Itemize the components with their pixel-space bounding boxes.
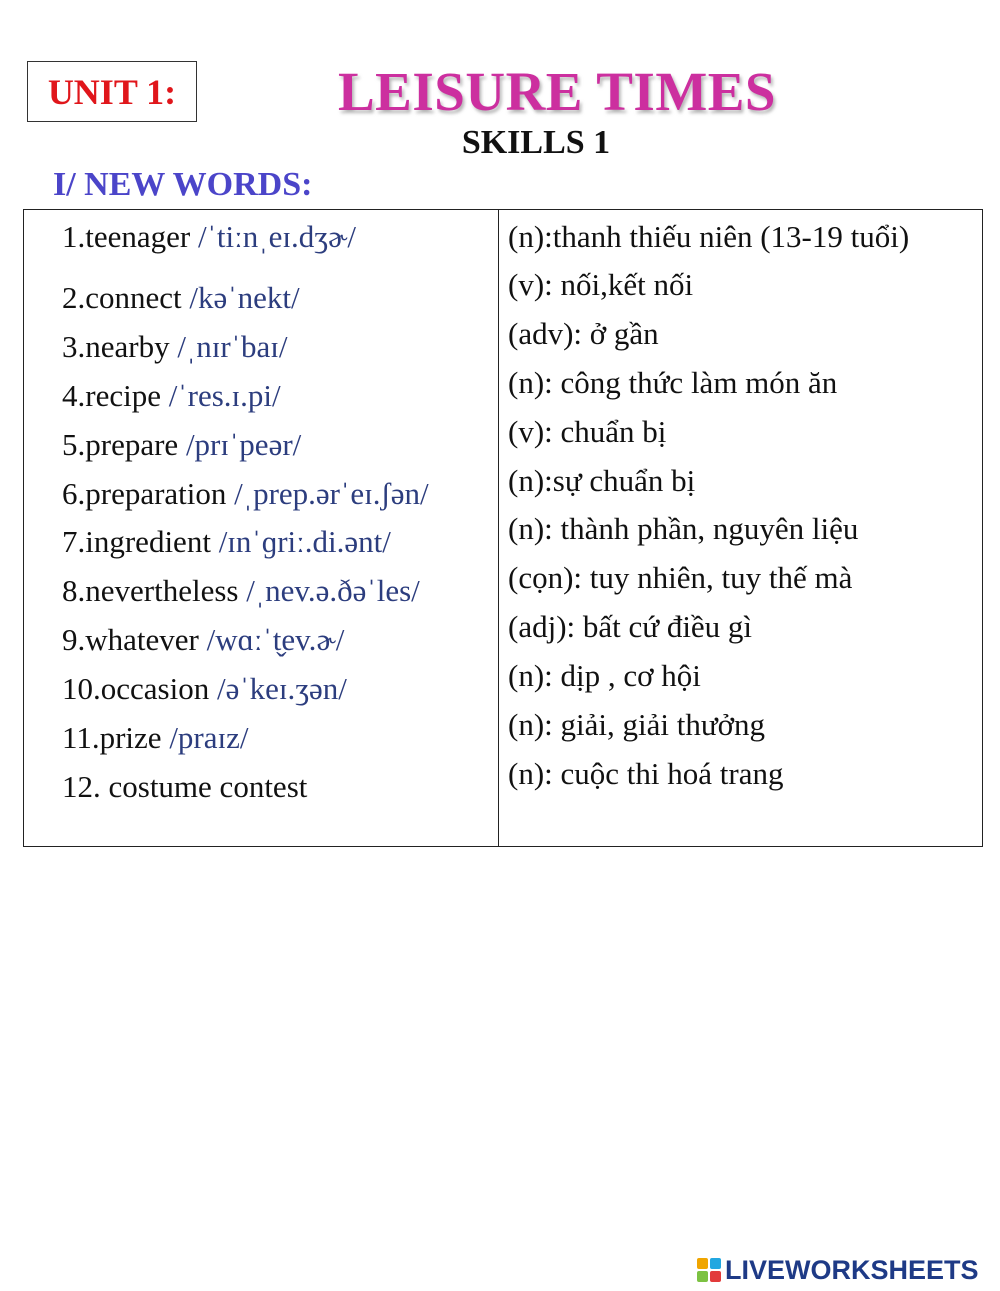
vocab-meaning: (n): cuộc thi hoá trang [508, 756, 784, 791]
vocab-phonetic: /prɪˈpeər/ [185, 427, 302, 462]
vocab-meaning: (cọn): tuy nhiên, tuy thế mà [508, 560, 853, 595]
logo-square [710, 1271, 721, 1282]
vocab-word: 9.whatever [62, 622, 207, 657]
vocab-phonetic: /wɑːˈt̬ev.ɚ/ [206, 622, 345, 657]
vocab-meaning: (n):thanh thiếu niên (13-19 tuổi) [508, 219, 910, 254]
unit-label: UNIT 1: [47, 71, 177, 112]
vocab-word: 12. costume contest [62, 769, 308, 804]
vocab-word-row [62, 720, 249, 756]
vocabulary-table [23, 209, 983, 847]
page-title: LEISURE TIMES [337, 61, 776, 122]
vocab-word: 6.preparation [62, 476, 235, 511]
vocab-word: 11.prize [62, 720, 170, 755]
vocab-word-row [62, 280, 300, 316]
vocab-phonetic: /praɪz/ [169, 720, 249, 755]
logo-mark-icon [697, 1258, 721, 1282]
logo-square [697, 1258, 708, 1269]
vocab-meaning: (n): thành phần, nguyên liệu [508, 511, 859, 546]
vocab-phonetic: /əˈkeɪ.ʒən/ [216, 671, 347, 706]
page-subtitle: SKILLS 1 [461, 124, 611, 161]
vocab-word: 7.ingredient [62, 524, 219, 559]
vocab-word: 1.teenager [62, 219, 198, 254]
vocab-phonetic: /ɪnˈɡriː.di.ənt/ [218, 524, 391, 559]
logo-square [710, 1258, 721, 1269]
vocab-meaning: (v): nối,kết nối [508, 267, 694, 302]
vocab-meaning: (adj): bất cứ điều gì [508, 609, 753, 644]
vocab-word-row [62, 573, 420, 609]
vocab-meaning: (v): chuẩn bị [508, 414, 667, 449]
column-divider [498, 210, 499, 846]
vocab-word-row [62, 671, 347, 707]
vocab-word-row [62, 378, 281, 414]
vocab-word-row [62, 769, 307, 805]
vocab-meaning: (adv): ở gần [508, 316, 659, 351]
liveworksheets-logo [697, 1255, 979, 1285]
vocab-word-row [62, 329, 288, 365]
vocab-phonetic: /ˈres.ɪ.pi/ [168, 378, 281, 413]
vocab-phonetic: /ˈtiːnˌeɪ.dʒɚ/ [197, 219, 357, 254]
vocab-word-row [62, 427, 301, 463]
vocab-phonetic: /ˌnɪrˈbaɪ/ [177, 329, 288, 364]
vocab-meaning: (n):sự chuẩn bị [508, 463, 696, 498]
vocab-phonetic: /ˌprep.ərˈeɪ.ʃən/ [234, 476, 429, 511]
unit-label-box [27, 61, 197, 122]
vocab-meaning: (n): công thức làm món ăn [508, 365, 838, 400]
vocab-word-row [62, 524, 391, 560]
vocab-word: 10.occasion [62, 671, 217, 706]
vocab-word: 5.prepare [62, 427, 186, 462]
vocab-phonetic: /ˌnev.ə.ðəˈles/ [246, 573, 420, 608]
vocab-word-row [62, 476, 429, 512]
vocab-word: 8.nevertheless [62, 573, 247, 608]
vocab-phonetic: /kəˈnekt/ [189, 280, 300, 315]
vocab-meaning: (n): dịp , cơ hội [508, 658, 701, 693]
vocab-word: 4.recipe [62, 378, 169, 413]
vocab-word: 3.nearby [62, 329, 178, 364]
vocab-word-row [62, 622, 344, 658]
section-heading: I/ NEW WORDS: [53, 166, 313, 203]
vocab-word: 2.connect [62, 280, 190, 315]
vocab-meaning: (n): giải, giải thưởng [508, 707, 766, 742]
vocab-word-row [62, 219, 356, 255]
logo-text: LIVEWORKSHEETS [725, 1254, 979, 1285]
logo-square [697, 1271, 708, 1282]
